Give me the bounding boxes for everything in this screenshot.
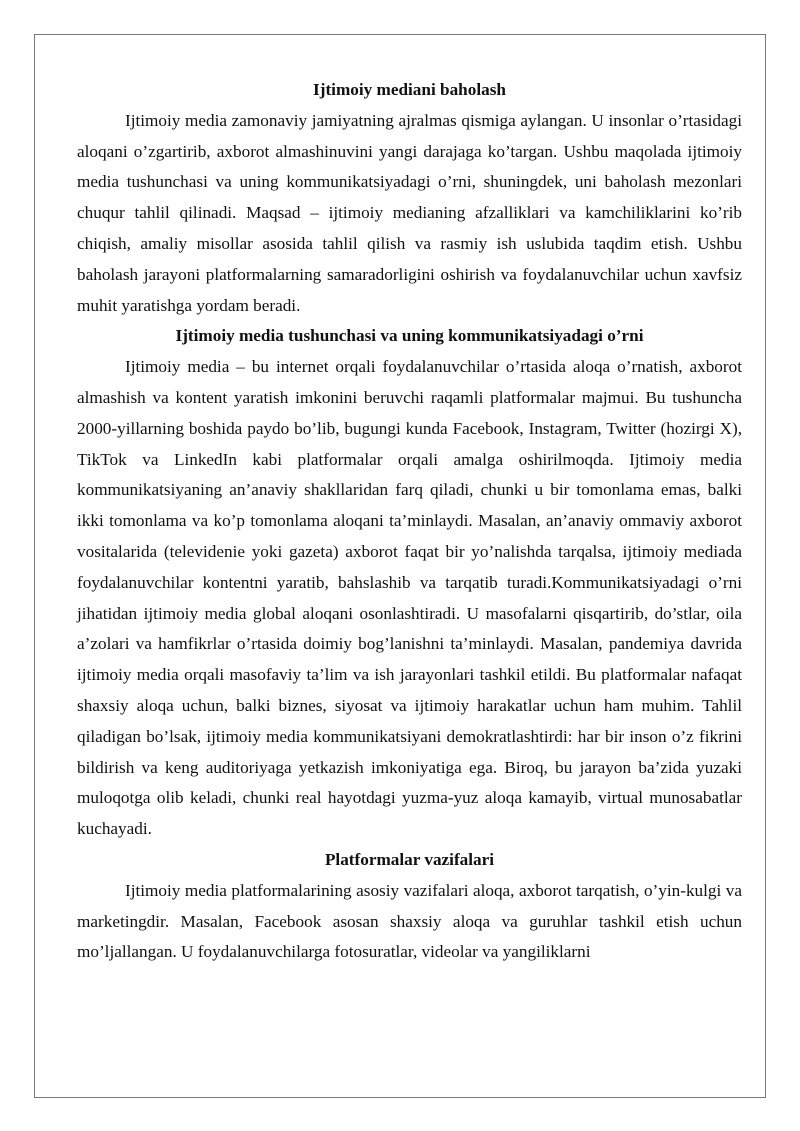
intro-paragraph: Ijtimoiy media zamonaviy jamiyatning ajralmas qismiga aylangan. U insonlar o’rtasidagi aloqani o’zgartirib, axborot almashinuvini yangi darajaga ko’targan. Ushbu maqolada ijtimoiy media tushunchasi va uning kommunikatsiyadagi o’rni, shuningdek, uni baholash mezonlari chuqur tahlil qilinadi. Maqsad – ijtimoiy medianing afzalliklari va kamchiliklarini ko’rib chiqish, amaliy misollar asosida tahlil qilish va rasmiy ish uslubida taqdim etish. Ushbu baholash jarayoni platformalarning samaradorligini oshirish va foydalanuvchilar uchun xavfsiz muhit yaratishga yordam beradi. — [77, 110, 742, 315]
section-heading-platform-functions: Platformalar vazifalari — [324, 849, 495, 869]
document-title: Ijtimoiy mediani baholash — [313, 80, 506, 99]
document-body — [77, 75, 742, 968]
page-frame — [34, 34, 766, 1098]
section-paragraph-platform-functions: Ijtimoiy media platformalarining asosiy vazifalari aloqa, axborot tarqatish, o’yin-kulgi va marketingdir. Masalan, Facebook asosan shaxsiy aloqa va guruhlar tashkil etish uchun mo’ljallangan. U foydalanuvchilarga fotosuratlar, videolar va yangiliklarni — [77, 880, 742, 962]
section-paragraph-concept: Ijtimoiy media – bu internet orqali foydalanuvchilar o’rtasida aloqa o’rnatish, axborot almashish va kontent yaratish imkonini beruvchi raqamli platformalar majmui. Bu tushuncha 2000-yillarning boshida paydo bo’lib, bugungi kunda Facebook, Instagram, Twitter (hozirgi X), TikTok va LinkedIn kabi platformalar orqali amalga oshirilmoqda. Ijtimoiy media kommunikatsiyaning an’anaviy shakllaridan farq qiladi, chunki u bir tomonlama emas, balki ikki tomonlama va ko’p tomonlama aloqani ta’minlaydi. Masalan, an’anaviy ommaviy axborot vositalarida (televidenie yoki gazeta) axborot faqat bir yo’nalishda tarqalsa, ijtimoiy mediada foydalanuvchilar kontentni yaratib, bahslashib va tarqatib turadi.Kommunikatsiyadagi o’rni jihatidan ijtimoiy media global aloqani osonlashtiradi. U masofalarni qisqartirib, do’stlar, oila a’zolari va hamfikrlar o’rtasida doimiy bog’lanishni ta’minlaydi. Masalan, pandemiya davrida ijtimoiy media orqali masofaviy ta’lim va ish jarayonlari tashkil etildi. Bu platformalar nafaqat shaxsiy aloqa uchun, balki biznes, siyosat va ijtimoiy harakatlar uchun ham muhim. Tahlil qiladigan bo’lsak, ijtimoiy media kommunikatsiyani demokratlashtirdi: har bir inson o’z fikrini bildirish va keng auditoriyaga yetkazish imkoniyatiga ega. Biroq, bu jarayon ba’zida yuzaki muloqotga olib keladi, chunki real hayotdagi yuzma-yuz aloqa kamayib, virtual munosabatlar kuchayadi. — [77, 357, 742, 839]
section-heading-concept: Ijtimoiy media tushunchasi va uning kommunikatsiyadagi o’rni — [175, 326, 644, 346]
